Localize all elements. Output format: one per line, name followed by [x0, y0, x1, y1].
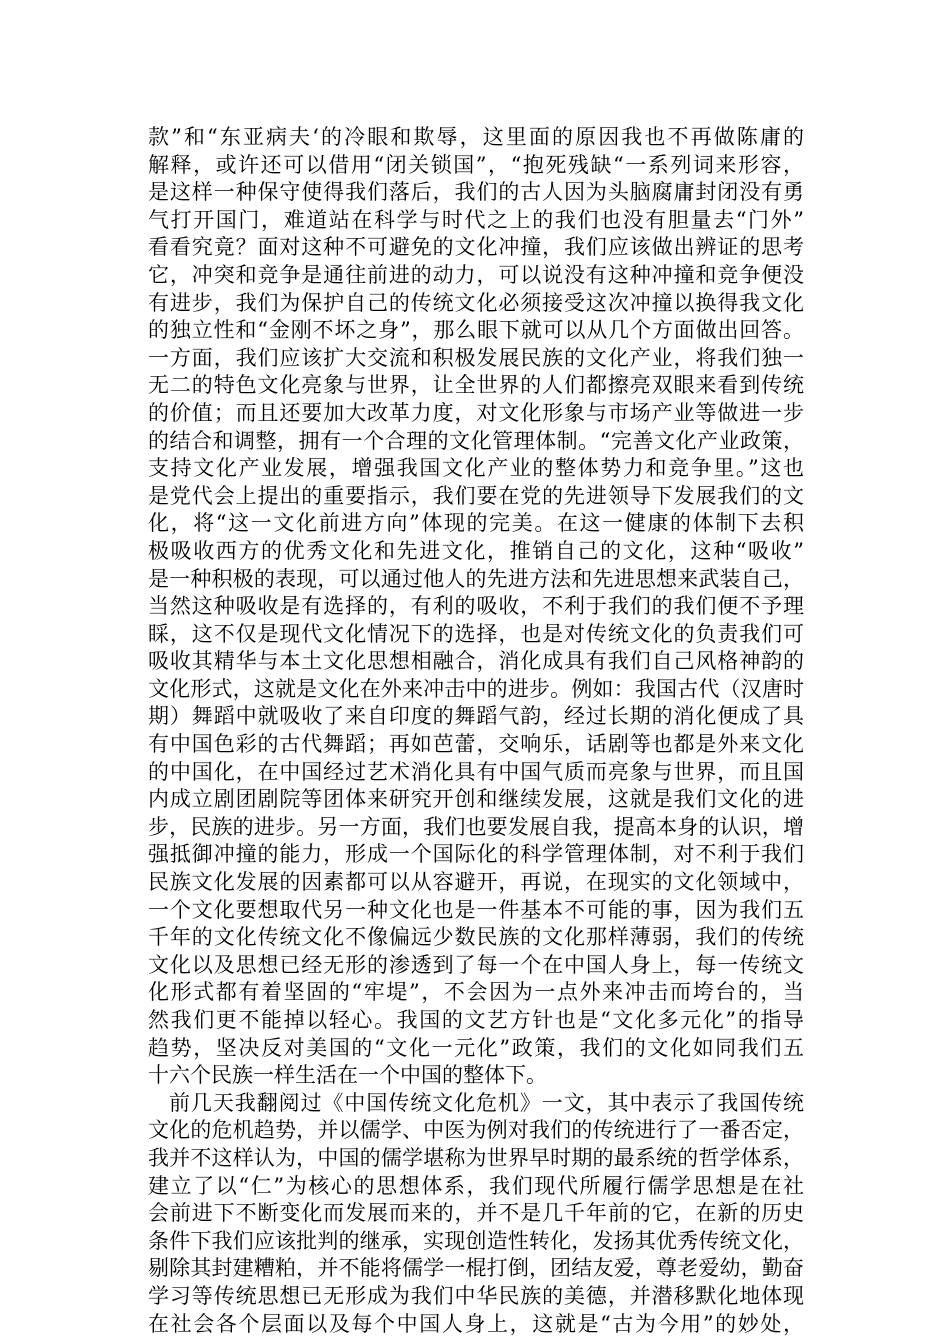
text-line: 气打开国门，难道站在科学与时代之上的我们也没有胆量去“门外”: [148, 207, 804, 232]
text-line: 步，民族的进步。另一方面，我们也要发展自我，提高本身的认识，增: [148, 814, 804, 839]
text-line: 会前进下不断变化而发展而来的，并不是几千年前的它，在新的历史: [148, 1201, 804, 1226]
text-line: 极吸收西方的优秀文化和先进文化，推销自己的文化，这种“吸收”: [148, 538, 804, 563]
text-line: 一方面，我们应该扩大交流和积极发展民族的文化产业，将我们独一: [148, 345, 804, 370]
text-line: 内成立剧团剧院等团体来研究开创和继续发展，这就是我们文化的进: [148, 787, 804, 812]
text-line: 化，将“这一文化前进方向”体现的完美。在这一健康的体制下去积: [148, 511, 804, 536]
text-line: 的独立性和“金刚不坏之身”，那么眼下就可以从几个方面做出回答。: [148, 318, 804, 343]
text-line: 剔除其封建糟粕，并不能将儒学一棍打倒，团结友爱，尊老爱幼，勤奋: [148, 1256, 804, 1281]
text-line: 条件下我们应该批判的继承，实现创造性转化，发扬其优秀传统文化，: [148, 1228, 804, 1253]
text-line: 有进步，我们为保护自己的传统文化必须接受这次冲撞以换得我文化: [148, 290, 804, 315]
text-line: 文化形式，这就是文化在外来冲击中的进步。例如：我国古代（汉唐时: [148, 676, 804, 701]
body-text: [148, 124, 804, 1338]
text-line: 的价值；而且还要加大改革力度，对文化形象与市场产业等做进一步: [148, 400, 804, 425]
text-line: 是党代会上提出的重要指示，我们要在党的先进领导下发展我们的文: [148, 483, 804, 508]
text-line: 有中国色彩的古代舞蹈；再如芭蕾，交响乐，话剧等也都是外来文化: [148, 732, 804, 757]
text-line: 我并不这样认为，中国的儒学堪称为世界早时期的最系统的哲学体系，: [148, 1145, 804, 1170]
text-line: 吸收其精华与本土文化思想相融合，消化成具有我们自己风格神韵的: [148, 649, 804, 674]
text-line: 支持文化产业发展，增强我国文化产业的整体势力和竞争里。”这也: [148, 456, 804, 481]
text-line: 的结合和调整，拥有一个合理的文化管理体制。“完善文化产业政策，: [148, 428, 804, 453]
text-line: 解释，或许还可以借用“闭关锁国”，“抱死残缺“一系列词来形容，: [148, 152, 804, 177]
text-line: 看看究竟？面对这种不可避免的文化冲撞，我们应该做出辨证的思考: [148, 235, 804, 260]
text-line: 文化以及思想已经无形的渗透到了每一个在中国人身上，每一传统文: [148, 952, 804, 977]
text-line: 民族文化发展的因素都可以从容避开，再说，在现实的文化领域中，: [148, 870, 804, 895]
text-line: 是这样一种保守使得我们落后，我们的古人因为头脑腐庸封闭没有勇: [148, 180, 804, 205]
text-line: 文化的危机趋势，并以儒学、中医为例对我们的传统进行了一番否定，: [148, 1118, 804, 1143]
text-line: 它，冲突和竞争是通往前进的动力，可以说没有这种冲撞和竞争便没: [148, 262, 804, 287]
text-line: 强抵御冲撞的能力，形成一个国际化的科学管理体制，对不利于我们: [148, 842, 804, 867]
text-line: 一个文化要想取代另一种文化也是一件基本不可能的事，因为我们五: [148, 897, 804, 922]
text-line: 在社会各个层面以及每个中国人身上，这就是“古为今用”的妙处，: [148, 1311, 804, 1336]
text-line: 化形式都有着坚固的“牢堤”，不会因为一点外来冲击而垮台的，当: [148, 980, 804, 1005]
text-line: 建立了以“仁”为核心的思想体系，我们现代所履行儒学思想是在社: [148, 1173, 804, 1198]
text-line: 趋势，坚决反对美国的“文化一元化”政策，我们的文化如同我们五: [148, 1035, 804, 1060]
text-line: 的中国化，在中国经过艺术消化具有中国气质而亮象与世界，而且国: [148, 759, 804, 784]
paragraph-first-line: 前几天我翻阅过《中国传统文化危机》一文，其中表示了我国传统: [169, 1090, 804, 1115]
text-line: 期）舞蹈中就吸收了来自印度的舞蹈气韵，经过长期的消化便成了具: [148, 704, 804, 729]
text-line: 然我们更不能掉以轻心。我国的文艺方针也是“文化多元化”的指导: [148, 1008, 804, 1032]
text-line: 当然这种吸收是有选择的，有利的吸收，不利于我们的我们便不予理: [148, 594, 804, 619]
text-line: 无二的特色文化亮象与世界，让全世界的人们都擦亮双眼来看到传统: [148, 373, 804, 398]
paragraph-end-line: 十六个民族一样生活在一个中国的整体下。: [148, 1063, 547, 1088]
text-line: 是一种积极的表现，可以通过他人的先进方法和先进思想来武装自己，: [148, 566, 804, 591]
text-line: 睬，这不仅是现代文化情况下的选择，也是对传统文化的负责我们可: [148, 621, 804, 646]
text-line: 千年的文化传统文化不像偏远少数民族的文化那样薄弱，我们的传统: [148, 925, 804, 950]
text-line: 款”和“东亚病夫‘的冷眼和欺辱，这里面的原因我也不再做陈庸的: [148, 125, 804, 149]
text-line: 学习等传统思想已无形成为我们中华民族的美德，并潜移默化地体现: [148, 1283, 804, 1308]
